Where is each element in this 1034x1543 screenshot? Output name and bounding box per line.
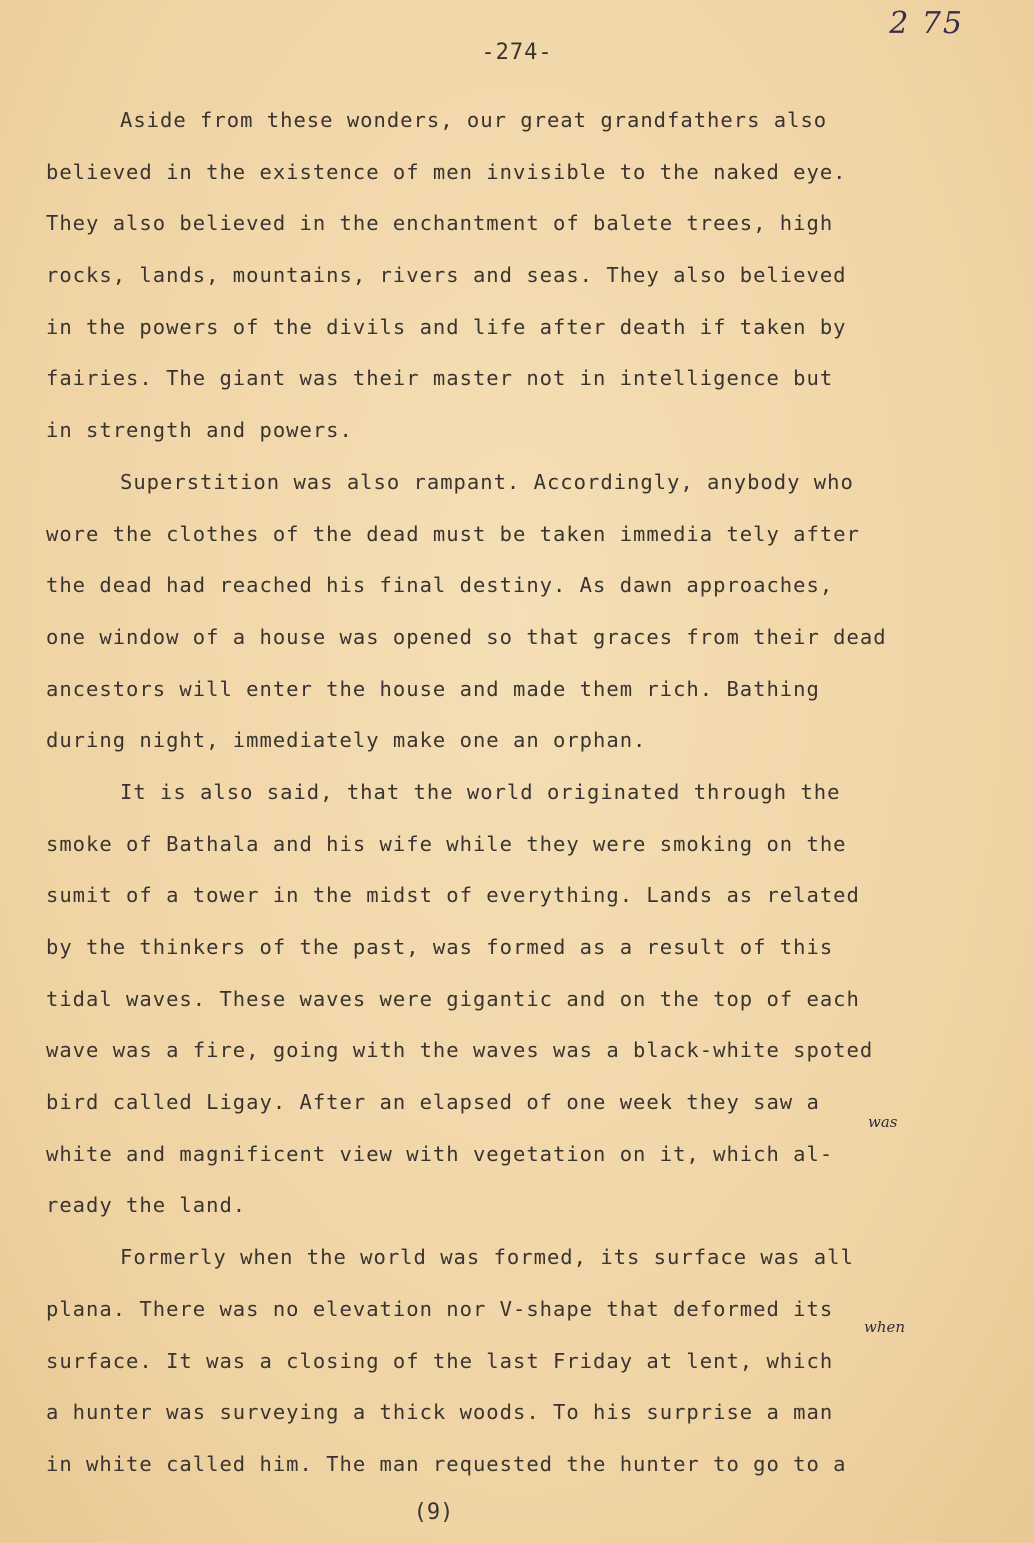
text-line: one window of a house was opened so that graces from their dead [46,624,887,649]
footer-page-number: (9) [413,1500,454,1525]
text-line: during night, immediately make one an orphan. [46,728,647,753]
text-line: in white called him. The man requested the hunter to go to a [46,1451,847,1476]
text-line: ancestors will enter the house and made them rich. Bathing [46,676,820,701]
text-line: It is also said, that the world originated through the [120,779,841,804]
text-line: plana. There was no elevation nor V-shape that deformed its [46,1296,834,1321]
text-line: in the powers of the divils and life after death if taken by [46,314,847,339]
text-line: white and magnificent view with vegetation on it, which al- [46,1141,834,1166]
text-line: smoke of Bathala and his wife while they were smoking on the [46,831,847,856]
text-line: by the thinkers of the past, was formed as a result of this [46,935,834,959]
archive-number: 2 75 [889,6,964,41]
text-line: tidal waves. These waves were gigantic and on the top of each [46,986,860,1011]
text-line: the dead had reached his final destiny. As dawn approaches, [46,573,834,598]
text-line: a hunter was surveying a thick woods. To his surprise a man [46,1400,834,1425]
text-line: wave was a fire, going with the waves was a black-white spoted [46,1038,874,1063]
text-line: in strength and powers. [46,418,353,443]
text-line: sumit of a tower in the midst of everything. Lands as related [46,883,860,908]
text-line: wore the clothes of the dead must be taken immedia tely after [46,521,860,546]
body-text [46,95,1006,1491]
text-line: rocks, lands, mountains, rivers and seas. They also believed [46,263,847,288]
page-number: -274- [481,40,553,65]
text-line: surface. It was a closing of the last Friday at lent, which [46,1348,834,1373]
text-line: ready the land. [46,1193,247,1218]
text-line: They also believed in the enchantment of balete trees, high [46,211,834,236]
text-line: bird called Ligay. After an elapsed of one week they saw a [46,1090,820,1115]
text-line: believed in the existence of men invisible to the naked eye. [46,159,847,184]
text-line: Superstition was also rampant. Accordingly, anybody who [120,469,854,494]
handwritten-correction-when: when [864,1318,906,1336]
text-line: Aside from these wonders, our great grandfathers also [120,108,828,132]
handwritten-insert-was: was [868,1113,898,1131]
text-line: Formerly when the world was formed, its surface was all [120,1245,854,1270]
text-line: fairies. The giant was their master not in intelligence but [46,366,834,391]
